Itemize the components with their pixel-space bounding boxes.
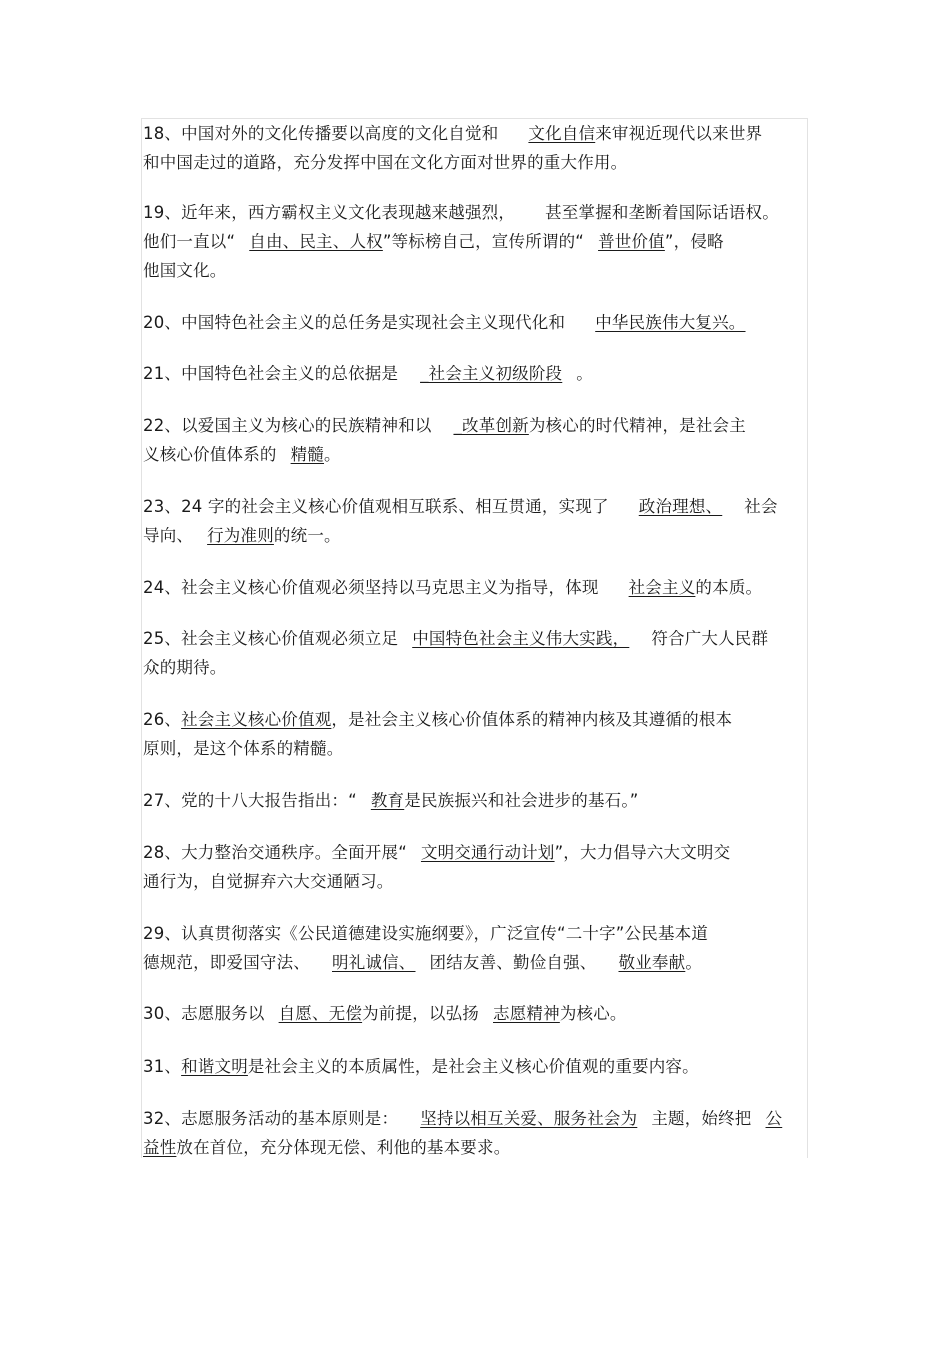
- answer-blank: _社会主义初级阶段: [420, 364, 563, 383]
- text: 的本质。: [695, 578, 763, 597]
- question-32: [143, 1104, 805, 1162]
- text: 的统一。: [273, 526, 341, 545]
- text: 导向、: [143, 526, 194, 545]
- answer-blank: 社会主义: [628, 578, 696, 597]
- answer-blank: 益性: [143, 1138, 177, 1157]
- question-line: [143, 1052, 805, 1081]
- question-line: [143, 786, 805, 815]
- question-line: [143, 198, 805, 227]
- text: 22、以爱国主义为核心的民族精神和以: [143, 416, 432, 435]
- question-line: [143, 867, 805, 896]
- question-line: [143, 1133, 805, 1162]
- text: 。: [324, 445, 341, 464]
- text: ”，大力倡导六大文明交: [554, 843, 731, 862]
- answer-blank: 文化自信: [528, 124, 596, 143]
- text: ”等标榜自己，宣传所谓的“: [382, 232, 585, 251]
- text: 27、党的十八大报告指出：“: [143, 791, 357, 810]
- text: 主题，始终把: [651, 1109, 752, 1128]
- question-line: [143, 359, 805, 388]
- question-line: [143, 411, 805, 440]
- question-line: [143, 919, 805, 948]
- question-23: [143, 492, 805, 550]
- question-18: [143, 119, 805, 177]
- answer-blank: 和谐文明: [181, 1057, 248, 1076]
- question-line: [143, 440, 805, 469]
- question-19: [143, 198, 805, 285]
- text: 社会: [744, 497, 778, 516]
- question-line: [143, 999, 805, 1028]
- answer-blank: 精髓: [290, 445, 325, 464]
- text: 甚至掌握和垄断着国际话语权。: [545, 203, 779, 222]
- answer-blank: 志愿精神: [493, 1004, 560, 1023]
- answer-blank: 明礼诚信、: [332, 953, 416, 972]
- text: 德规范，即爱国守法、: [143, 953, 310, 972]
- question-26: [143, 705, 805, 763]
- question-line: [143, 492, 805, 521]
- text: 20、中国特色社会主义的总任务是实现社会主义现代化和: [143, 313, 566, 332]
- question-line: [143, 119, 805, 148]
- answer-blank: 政治理想、: [638, 497, 723, 516]
- question-20: [143, 308, 805, 337]
- answer-blank: 教育: [370, 791, 405, 810]
- answer-blank: 自愿、无偿: [278, 1004, 363, 1023]
- text: 为核心的时代精神，是社会主: [528, 416, 746, 435]
- text: 团结友善、勤俭自强、: [429, 953, 597, 972]
- text: 32、志愿服务活动的基本原则是：: [143, 1109, 399, 1128]
- text: 众的期待。: [143, 658, 227, 677]
- text: 23、24 字的社会主义核心价值观相互联系、相互贯通，实现了: [143, 497, 609, 516]
- text: 来审视近现代以来世界: [595, 124, 763, 143]
- text: 28、大力整治交通秩序。全面开展“: [143, 843, 407, 862]
- question-27: [143, 786, 805, 815]
- question-line: [143, 148, 805, 177]
- text: ，是社会主义核心价值体系的精神内核及其遵循的根本: [331, 710, 733, 729]
- question-22: [143, 411, 805, 469]
- question-line: [143, 705, 805, 734]
- answer-blank: 中国特色社会主义伟大实践，: [412, 629, 630, 648]
- text: 29、认真贯彻落实《公民道德建设实施纲要》，广泛宣传“二十字”公民基本道: [143, 924, 709, 943]
- text: 和中国走过的道路，充分发挥中国在文化方面对世界的重大作用。: [143, 153, 628, 172]
- answer-blank: 中华民族伟大复兴。: [595, 313, 746, 332]
- text: 是民族振兴和社会进步的基石。”: [404, 791, 639, 810]
- text: 为前提，以弘扬: [362, 1004, 480, 1023]
- question-30: [143, 999, 805, 1028]
- question-line: [143, 227, 805, 256]
- question-line: [143, 653, 805, 682]
- answer-blank: 行为准则: [207, 526, 274, 545]
- question-line: [143, 521, 805, 550]
- text: 30、志愿服务以: [143, 1004, 265, 1023]
- text: 他国文化。: [143, 261, 227, 280]
- text: 31、: [143, 1057, 182, 1076]
- question-28: [143, 838, 805, 896]
- text: 义核心价值体系的: [143, 445, 277, 464]
- question-24: [143, 573, 805, 602]
- question-line: [143, 1104, 805, 1133]
- text: 18、中国对外的文化传播要以高度的文化自觉和: [143, 124, 499, 143]
- text: 24、社会主义核心价值观必须坚持以马克思主义为指导，体现: [143, 578, 599, 597]
- text: 放在首位，充分体现无偿、利他的基本要求。: [176, 1138, 511, 1157]
- answer-blank: 坚持以相互关爱、服务社会为: [420, 1109, 638, 1128]
- text: 。: [576, 364, 593, 383]
- text: 通行为，自觉摒弃六大交通陋习。: [143, 872, 394, 891]
- text: 原则，是这个体系的精髓。: [143, 739, 344, 758]
- text: 他们一直以“: [143, 232, 236, 251]
- answer-blank: 文明交通行动计划: [420, 843, 555, 862]
- text: 。: [685, 953, 703, 972]
- answer-blank: 自由、民主、人权: [249, 232, 383, 251]
- question-29: [143, 919, 805, 977]
- text: 21、中国特色社会主义的总依据是: [143, 364, 399, 383]
- text: 26、: [143, 710, 182, 729]
- question-21: [143, 359, 805, 388]
- text: 是社会主义的本质属性，是社会主义核心价值观的重要内容。: [247, 1057, 699, 1076]
- text: 符合广大人民群: [651, 629, 769, 648]
- text: 为核心。: [559, 1004, 627, 1023]
- question-line: [143, 948, 805, 977]
- question-line: [143, 624, 805, 653]
- text: 25、社会主义核心价值观必须立足: [143, 629, 399, 648]
- text: ”，侵略: [664, 232, 724, 251]
- question-31: [143, 1052, 805, 1081]
- text: 19、近年来，西方霸权主义文化表现越来越强烈，: [143, 203, 516, 222]
- answer-blank: 社会主义核心价值观: [181, 710, 332, 729]
- question-line: [143, 734, 805, 763]
- answer-blank: 敬业奉献: [618, 953, 686, 972]
- question-line: [143, 256, 805, 285]
- question-line: [143, 308, 805, 337]
- question-line: [143, 573, 805, 602]
- answer-blank: _改革创新: [453, 416, 529, 435]
- answer-blank: 普世价值: [598, 232, 665, 251]
- question-25: [143, 624, 805, 682]
- question-line: [143, 838, 805, 867]
- answer-blank: 公: [765, 1109, 783, 1128]
